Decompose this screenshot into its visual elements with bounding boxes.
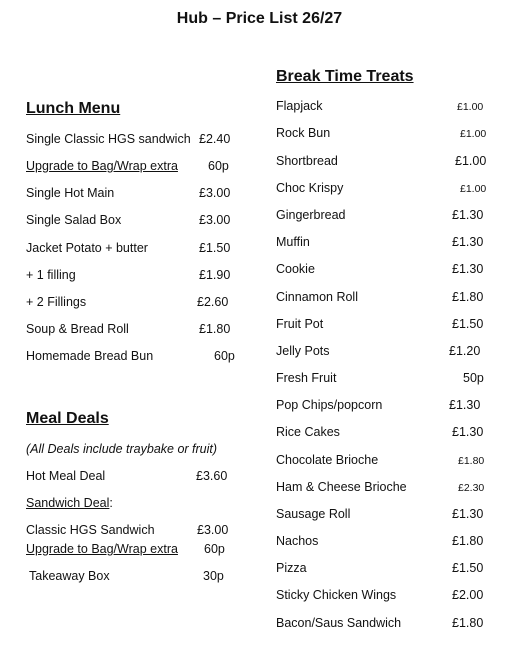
treat-item-price: £1.00: [460, 183, 487, 195]
lunch-item-name: Single Classic HGS sandwich: [26, 132, 191, 146]
treat-item-name: Nachos: [276, 534, 319, 548]
treat-item-price: £1.80: [458, 455, 485, 467]
lunch-item-price: £2.40: [199, 132, 231, 146]
treat-item-price: £1.30: [452, 235, 484, 249]
sandwich-deal-colon: :: [109, 496, 113, 510]
treat-item-price: £2.30: [458, 482, 485, 494]
treat-item-price: £1.00: [457, 101, 484, 113]
treat-item-price: £1.00: [455, 154, 487, 168]
lunch-item-name: Upgrade to Bag/Wrap extra: [26, 159, 178, 173]
lunch-item-price: £1.50: [199, 241, 231, 255]
lunch-item-name: Single Hot Main: [26, 186, 115, 200]
meal-deal-item-price: 60p: [204, 542, 225, 556]
treat-item-price: £1.80: [452, 290, 484, 304]
treat-item-price: £1.00: [460, 128, 487, 140]
meal-deals-note: (All Deals include traybake or fruit): [26, 442, 218, 456]
meal-deal-item-name: Classic HGS Sandwich: [26, 523, 155, 537]
lunch-item-price: 60p: [208, 159, 229, 173]
treat-item-price: £1.30: [449, 398, 481, 412]
break-time-treats-heading: Break Time Treats: [276, 68, 414, 85]
treat-item-name: Shortbread: [276, 154, 338, 168]
lunch-item-name: + 2 Fillings: [26, 295, 87, 309]
treat-item-name: Fresh Fruit: [276, 371, 337, 385]
treat-item-price: £1.20: [449, 344, 481, 358]
treat-item-price: £1.30: [452, 425, 484, 439]
treat-item-name: Bacon/Saus Sandwich: [276, 616, 402, 630]
lunch-item-name: Jacket Potato + butter: [26, 241, 148, 255]
treat-item-name: Rice Cakes: [276, 425, 340, 439]
lunch-item-price: £3.00: [199, 213, 231, 227]
treat-item-name: Rock Bun: [276, 126, 331, 140]
sandwich-deal-label: [26, 496, 113, 510]
treat-item-name: Cookie: [276, 262, 315, 276]
treat-item-price: £1.30: [452, 208, 484, 222]
treat-item-name: Muffin: [276, 235, 310, 249]
lunch-menu-heading: Lunch Menu: [26, 100, 121, 117]
treat-item-name: Pizza: [276, 561, 307, 575]
treat-item-name: Pop Chips/popcorn: [276, 398, 383, 412]
treat-item-name: Sausage Roll: [276, 507, 351, 521]
lunch-item-name: Single Salad Box: [26, 213, 122, 227]
sandwich-deal-text: Sandwich Deal: [26, 496, 110, 510]
lunch-item-name: Homemade Bread Bun: [26, 349, 154, 363]
lunch-item-name: + 1 filling: [26, 268, 76, 282]
meal-deals-heading: Meal Deals: [26, 410, 109, 427]
treat-item-price: £1.80: [452, 534, 484, 548]
meal-deal-item-price: 30p: [203, 569, 224, 583]
hot-meal-deal-price: £3.60: [196, 469, 228, 483]
treat-item-price: £1.30: [452, 262, 484, 276]
treat-item-name: Choc Krispy: [276, 181, 344, 195]
treat-item-name: Ham & Cheese Brioche: [276, 480, 407, 494]
lunch-item-price: £3.00: [199, 186, 231, 200]
hot-meal-deal-name: Hot Meal Deal: [26, 469, 106, 483]
lunch-item-price: £2.60: [197, 295, 229, 309]
meal-deal-item-name: Takeaway Box: [29, 569, 110, 583]
treat-item-name: Fruit Pot: [276, 317, 324, 331]
page-title: Hub – Price List 26/27: [176, 10, 343, 27]
treat-item-name: Gingerbread: [276, 208, 346, 222]
treat-item-price: 50p: [463, 371, 484, 385]
meal-deal-item-name: Upgrade to Bag/Wrap extra: [26, 542, 178, 556]
treat-item-name: Jelly Pots: [276, 344, 330, 358]
treat-item-name: Flapjack: [276, 99, 323, 113]
treat-item-price: £2.00: [452, 588, 484, 602]
treat-item-price: £1.30: [452, 507, 484, 521]
treat-item-price: £1.50: [452, 317, 484, 331]
lunch-item-price: £1.90: [199, 268, 231, 282]
treat-item-name: Sticky Chicken Wings: [276, 588, 397, 602]
meal-deal-item-price: £3.00: [197, 523, 229, 537]
lunch-item-name: Soup & Bread Roll: [26, 322, 129, 336]
treat-item-name: Cinnamon Roll: [276, 290, 358, 304]
treat-item-name: Chocolate Brioche: [276, 453, 379, 467]
lunch-item-price: £1.80: [199, 322, 231, 336]
treat-item-price: £1.50: [452, 561, 484, 575]
treat-item-price: £1.80: [452, 616, 484, 630]
lunch-item-price: 60p: [214, 349, 235, 363]
